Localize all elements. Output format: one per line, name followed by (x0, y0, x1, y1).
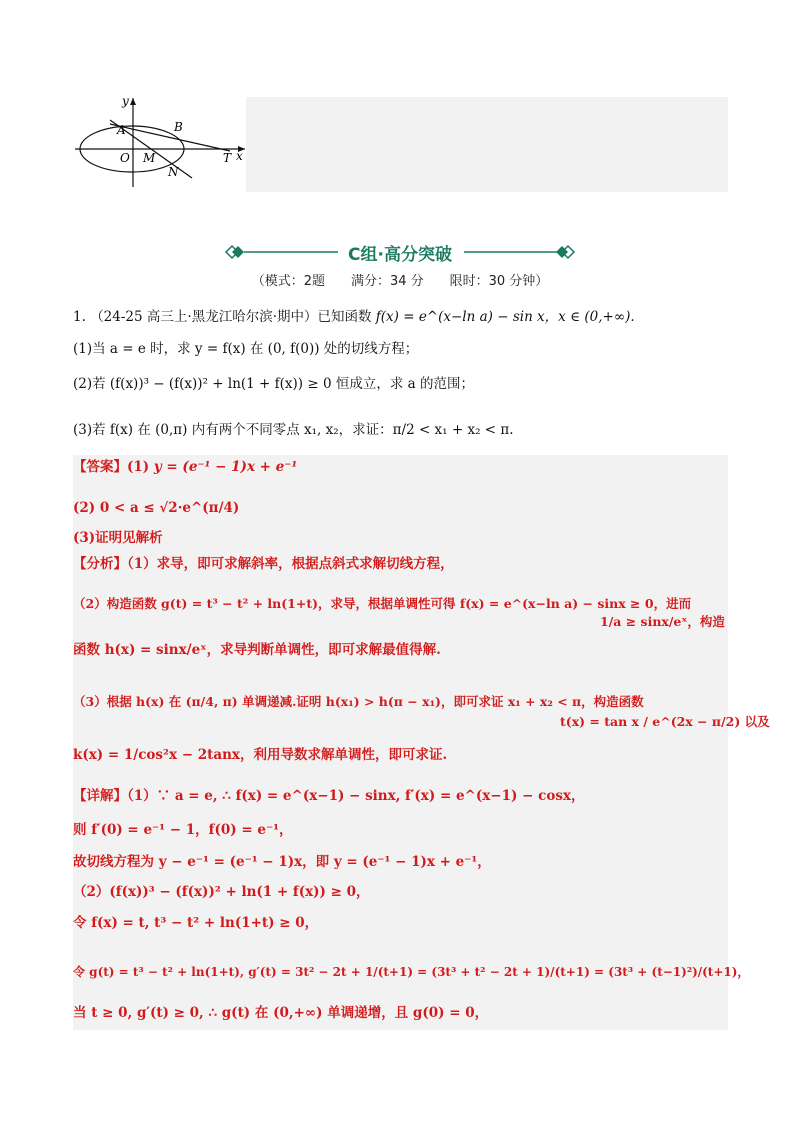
label-a: A (117, 123, 126, 137)
detail-1-text: （1）∵ a = e, ∴ f(x) = e^(x−1) − sinx, f′(x) = e^(x−1) − cosx， (127, 788, 585, 804)
analysis-3b: t(x) = tan x / e^(2x − π/2) 以及 (560, 714, 770, 729)
analysis-1 (73, 554, 454, 574)
answer-box (73, 455, 728, 1030)
detail-4: （2）(f(x))³ − (f(x))² + ln(1 + f(x)) ≥ 0， (73, 884, 370, 900)
detail-1 (73, 786, 584, 806)
label-o: O (120, 151, 130, 165)
detail-7: 当 t ≥ 0, g′(t) ≥ 0, ∴ g(t) 在 (0,+∞) 单调递增，且 g(0) = 0， (73, 1005, 489, 1021)
detail-3: 故切线方程为 y − e⁻¹ = (e⁻¹ − 1)x，即 y = (e⁻¹ − 1)x + e⁻¹， (73, 854, 491, 870)
answer-2: (2) 0 < a ≤ √2·e^(π/4) (73, 500, 240, 516)
answer-label: 【答案】(1) (73, 459, 150, 475)
figure-placeholder-box (246, 97, 728, 192)
analysis-2a: （2）构造函数 g(t) = t³ − t² + ln(1+t)，求导，根据单调性可得 f(x) = e^(x−ln a) − sinx ≥ 0，进而 (73, 596, 692, 611)
detail-label: 【详解】 (73, 788, 127, 804)
analysis-1-text: （1）求导，即可求解斜率，根据点斜式求解切线方程， (127, 556, 454, 572)
label-b: B (174, 120, 183, 134)
answer-1 (73, 457, 297, 477)
detail-6: 令 g(t) = t³ − t² + ln(1+t), g′(t) = 3t² − 2t + 1/(t+1) = (3t³ + t² − 2t + 1)/(t+1) = (3t³ + (t−1)²)/(t+1)， (73, 965, 750, 979)
analysis-2b: 1/a ≥ sinx/eˣ，构造 (600, 614, 725, 629)
problem-part-2: (2)若 (f(x))³ − (f(x))² + ln(1 + f(x)) ≥ 0 恒成立，求 a 的范围； (73, 376, 474, 392)
analysis-3a: （3）根据 h(x) 在 (π/4, π) 单调递减.证明 h(x₁) > h(π − x₁)，即可求证 x₁ + x₂ < π，构造函数 (73, 694, 644, 709)
problem-source: （24-25 高三上·黑龙江哈尔滨·期中）已知函数 (90, 309, 372, 325)
detail-2: 则 f′(0) = e⁻¹ − 1，f(0) = e⁻¹， (73, 822, 293, 838)
analysis-label: 【分析】 (73, 556, 127, 572)
problem-number: 1. (73, 309, 86, 325)
problem-function: f(x) = e^(x−ln a) − sin x，x ∈ (0,+∞). (375, 309, 635, 325)
analysis-2c: 函数 h(x) = sinx/eˣ，求导判断单调性，即可求解最值得解. (73, 642, 441, 658)
label-n: N (168, 165, 179, 179)
problem-intro (73, 307, 635, 327)
answer-1-text: y = (e⁻¹ − 1)x + e⁻¹ (153, 459, 298, 475)
answer-3: (3)证明见解析 (73, 530, 163, 546)
label-x: x (236, 149, 243, 163)
problem-part-3: (3)若 f(x) 在 (0,π) 内有两个不同零点 x₁, x₂，求证：π/2 < x₁ + x₂ < π. (73, 422, 514, 438)
detail-5: 令 f(x) = t, t³ − t² + ln(1+t) ≥ 0， (73, 915, 319, 931)
label-t: T (223, 151, 232, 165)
label-y: y (122, 94, 129, 108)
section-title: C组·高分突破 (348, 245, 452, 265)
analysis-3c: k(x) = 1/cos²x − 2tanx，利用导数求解单调性，即可求证. (73, 747, 448, 763)
section-header (220, 240, 580, 264)
section-meta: （模式：2题 满分：34 分 限时：30 分钟） (251, 274, 549, 289)
ellipse-figure (70, 92, 250, 192)
problem-part-1: (1)当 a = e 时，求 y = f(x) 在 (0, f(0)) 处的切线方程； (73, 341, 419, 357)
label-m: M (143, 151, 156, 165)
